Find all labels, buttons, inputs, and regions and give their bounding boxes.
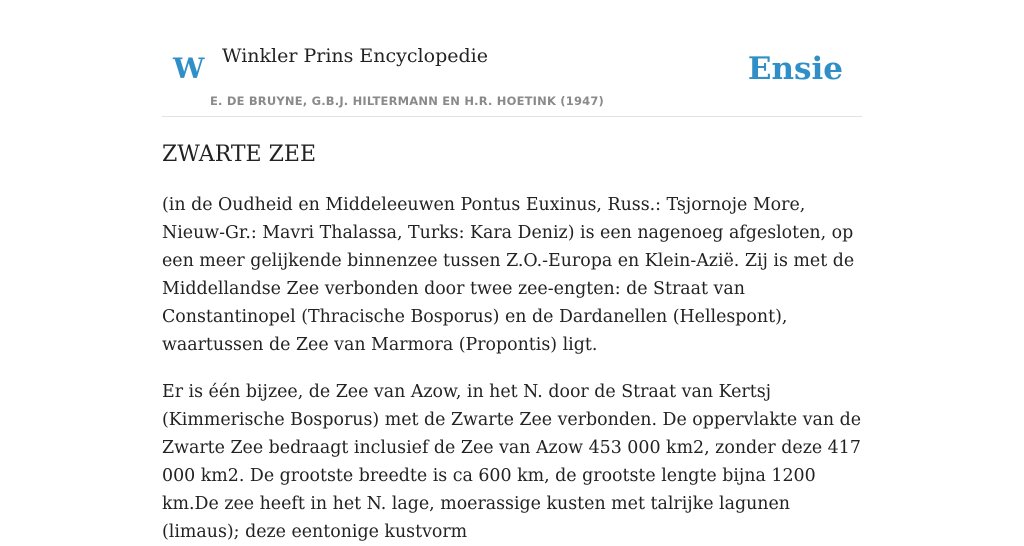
article-paragraph: (in de Oudheid en Middeleeuwen Pontus Euxinus, Russ.: Tsjornoje More, Nieuw-Gr.: Mavri Thalassa, Turks: Kara Deniz) is een nagenoeg afgesloten, op een meer gelijkende binnenzee tussen Z.O.-Europa en Klein-Azië. Zij is met de Middellandse Zee verbonden door twee zee-engten: de Straat van Constantinopel (Thracische Bosporus) en de Dardanellen (Hellespont), waartussen de Zee van Marmora (Propontis) ligt. [162, 195, 855, 355]
site-header [162, 0, 862, 117]
article [162, 138, 864, 546]
article-title: ZWARTE ZEE [162, 142, 316, 167]
book-authors: E. DE BRUYNE, G.B.J. HILTERMANN EN H.R. HOETINK (1947) [210, 94, 605, 108]
book-title[interactable]: Winkler Prins Encyclopedie [222, 45, 488, 67]
brand-logo[interactable]: Ensie [747, 51, 843, 87]
source-logo[interactable]: W [173, 52, 205, 85]
article-paragraph: Er is één bijzee, de Zee van Azow, in het N. door de Straat van Kertsj (Kimmerische Bosporus) met de Zwarte Zee verbonden. De oppervlakte van de Zwarte Zee bedraagt inclusief de Zee van Azow 453 000 km2, zonder deze 417 000 km2. De grootste breedte is ca 600 km, de grootste lengte bijna 1200 km.De zee heeft in het N. lage, moerassige kusten met talrijke lagunen (limaus); deze eentonige kustvorm [162, 382, 862, 542]
